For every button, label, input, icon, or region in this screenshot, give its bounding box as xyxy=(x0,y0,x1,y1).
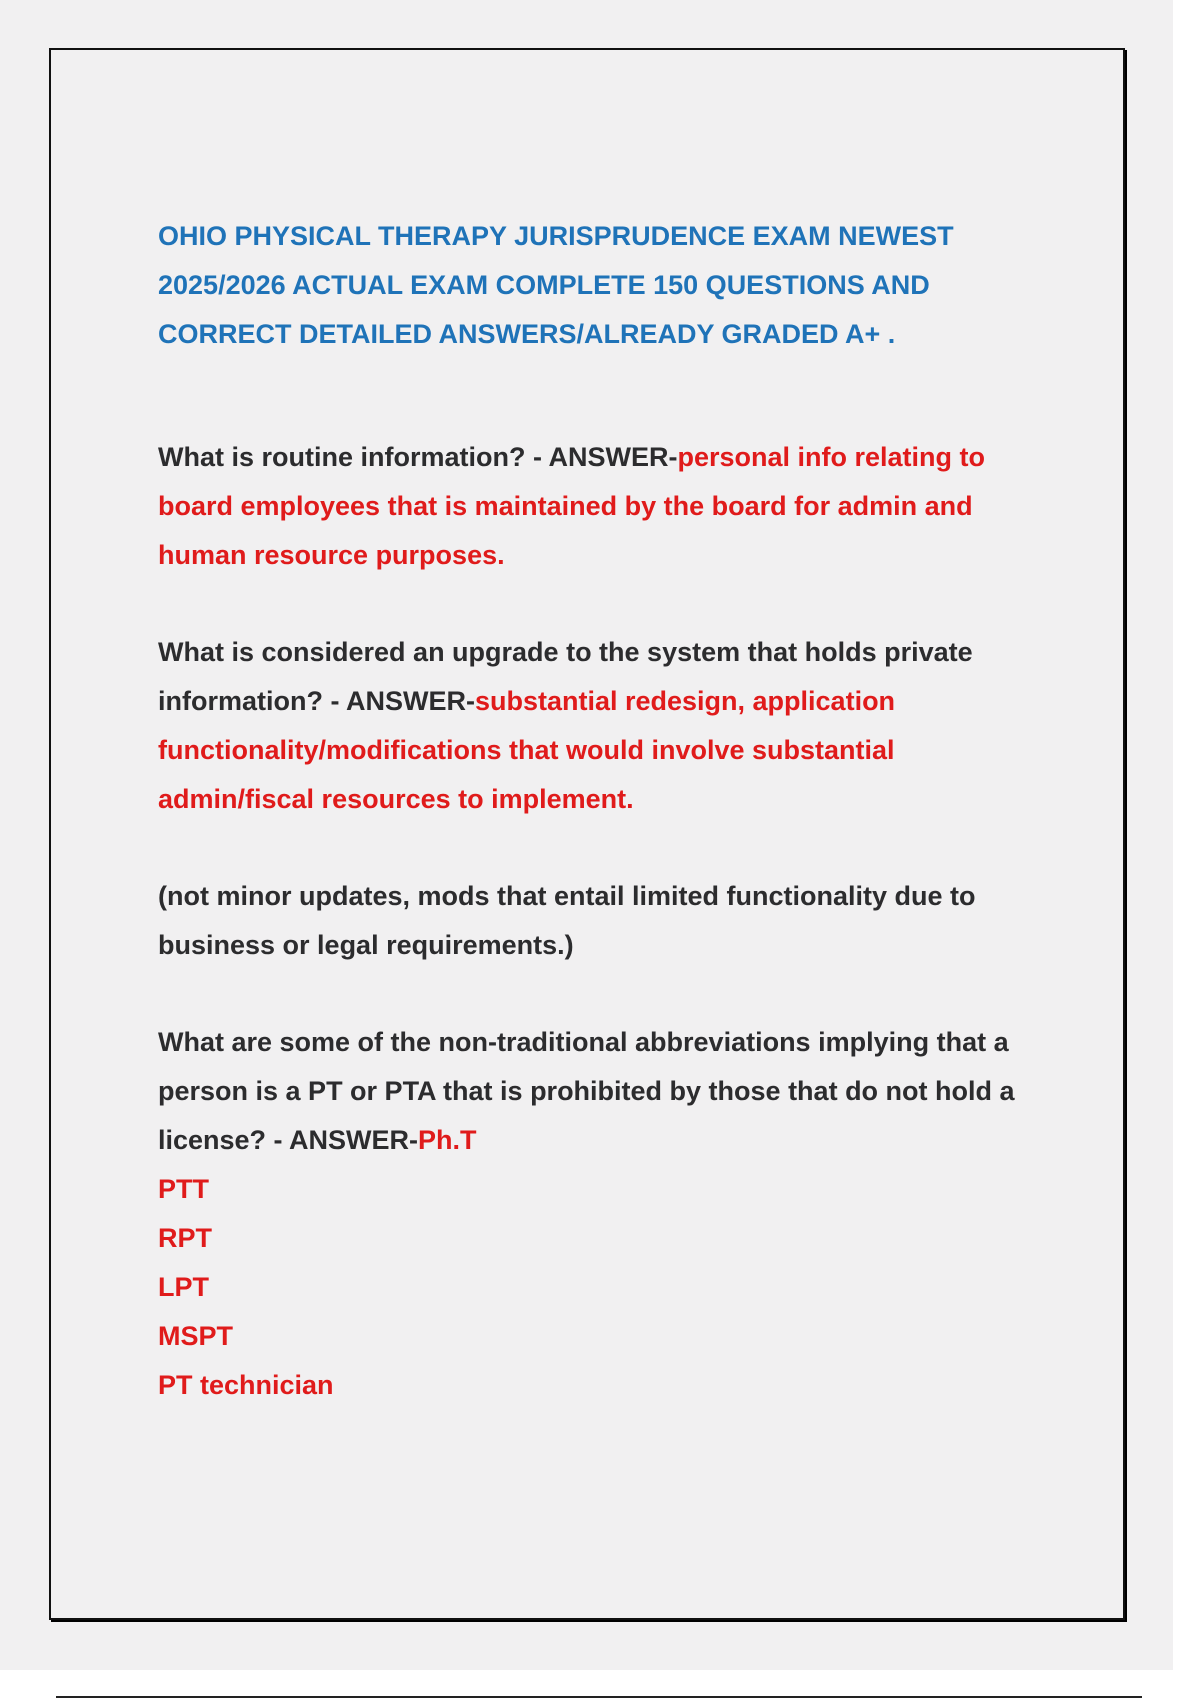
bottom-divider xyxy=(56,1696,1142,1698)
answer-list-item: LPT xyxy=(158,1272,209,1302)
answer-list-item: PT technician xyxy=(158,1370,334,1400)
question-text: What is considered an upgrade to the system that holds private information? - ANSWER- xyxy=(158,637,973,716)
qa-item-3 xyxy=(158,1018,1038,1165)
answer-list-item: PTT xyxy=(158,1174,209,1204)
answer-text: substantial redesign, application functionality/modifications that would involve substantial admin/fiscal resources to implement. xyxy=(158,686,896,814)
answer-list-item: RPT xyxy=(158,1223,212,1253)
question-text: What are some of the non-traditional abbreviations implying that a person is a PT or PTA that is prohibited by those that do not hold a license? - ANSWER- xyxy=(158,1027,1015,1155)
note-text: (not minor updates, mods that entail limited functionality due to business or legal requirements.) xyxy=(158,881,976,960)
document-content xyxy=(158,212,1038,1410)
question-text: What is routine information? - ANSWER- xyxy=(158,442,678,472)
answer-list-item: MSPT xyxy=(158,1321,234,1351)
answer-text: personal info relating to board employees that is maintained by the board for admin and human resource purposes. xyxy=(158,442,985,570)
answer-text: Ph.T xyxy=(418,1125,477,1155)
qa-item-1 xyxy=(158,433,1038,580)
page-margin xyxy=(1173,0,1200,1670)
document-title: OHIO PHYSICAL THERAPY JURISPRUDENCE EXAM NEWEST 2025/2026 ACTUAL EXAM COMPLETE 150 QUESTIONS AND CORRECT DETAILED ANSWERS/ALREADY GRADED A+ . xyxy=(158,221,954,349)
qa-item-2 xyxy=(158,628,1038,824)
